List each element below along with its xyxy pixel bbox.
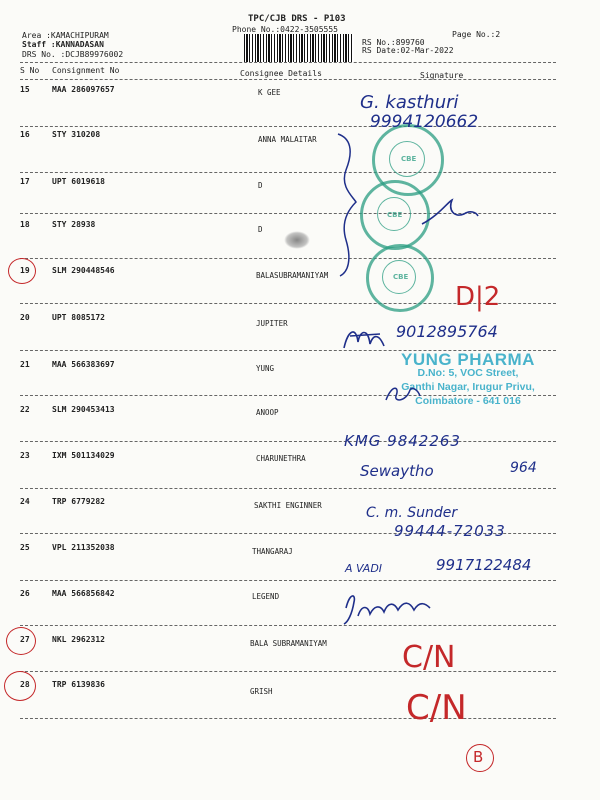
row-consignment: SLM 290453413	[52, 405, 115, 414]
row-sno: 19	[20, 266, 30, 275]
signature-mark	[340, 588, 436, 628]
row-sno: 16	[20, 130, 30, 139]
row-consignment: MAA 566856842	[52, 589, 115, 598]
rs-number: RS No.:899760	[362, 38, 425, 47]
signature-mark	[382, 380, 422, 406]
row-consignee: CHARUNETHRA	[256, 454, 306, 463]
row-consignee: THANGARAJ	[252, 547, 293, 556]
stamp-title: YUNG PHARMA	[401, 350, 535, 369]
stamp-address-line: Ganthi Nagar, Irugur Privu,	[401, 381, 535, 393]
row-divider	[20, 441, 556, 442]
round-seal-stamp: CBE	[360, 180, 430, 250]
row-consignment: UPT 8085172	[52, 313, 105, 322]
drs-number: DRS No. :DCJB89976002	[22, 50, 124, 59]
row-consignment: VPL 211352038	[52, 543, 115, 552]
row-sno: 21	[20, 360, 30, 369]
row-consignee: BALASUBRAMANIYAM	[256, 271, 329, 280]
handwritten-number: 964	[510, 460, 537, 476]
stamp-address-line: Coimbatore - 641 016	[415, 395, 521, 407]
row-sno: 20	[20, 313, 30, 322]
row-sno: 18	[20, 220, 30, 229]
row-divider	[20, 718, 556, 719]
row-consignment: TRP 6779282	[52, 497, 105, 506]
report-title: TPC/CJB DRS - P103	[248, 14, 346, 24]
row-consignee: LEGEND	[252, 592, 280, 601]
row-sno: 26	[20, 589, 30, 598]
signature-mark	[418, 196, 480, 230]
round-seal-stamp: CBE	[366, 244, 434, 312]
handwritten-name: G. kasthuri	[360, 92, 459, 113]
row-sno: 24	[20, 497, 30, 506]
col-header-sno: S No	[20, 66, 40, 75]
row-divider	[20, 580, 556, 581]
row-consignee: YUNG	[256, 364, 275, 373]
row-consignee: K GEE	[258, 88, 281, 97]
row-consignee: BALA SUBRAMANIYAM	[250, 639, 327, 648]
row-divider	[20, 671, 556, 672]
row-consignee: D	[258, 181, 263, 190]
row-consignee: GRISH	[250, 687, 273, 696]
row-consignee: ANOOP	[256, 408, 279, 417]
row-sno: 27	[20, 635, 30, 644]
row-consignment: TRP 6139836	[52, 680, 105, 689]
ink-smudge	[284, 231, 310, 249]
row-consignee: SAKTHI ENGINNER	[254, 501, 322, 510]
row-consignment: UPT 6019618	[52, 177, 105, 186]
handwritten-phone: 9994120662	[370, 112, 479, 132]
row-consignee: D	[258, 225, 263, 234]
row-consignment: NKL 2962312	[52, 635, 105, 644]
stamp-address-line: D.No: 5, VOC Street,	[417, 367, 519, 379]
row-sno: 25	[20, 543, 30, 552]
divider	[20, 79, 556, 80]
row-divider	[20, 172, 556, 173]
handwritten-name: C. m. Sunder	[366, 505, 458, 521]
row-consignment: MAA 566383697	[52, 360, 115, 369]
col-header-consignment: Consignment No	[52, 66, 120, 75]
row-consignment: STY 310208	[52, 130, 101, 139]
handwritten-page-mark: B	[473, 748, 484, 766]
handwritten-phone: 99444-72033	[394, 522, 506, 540]
round-seal-stamp: CBE	[372, 124, 444, 196]
handwritten-signature: Sewaytho	[360, 462, 434, 480]
row-sno: 28	[20, 680, 30, 689]
phone-number: Phone No.:0422-3505555	[232, 25, 338, 34]
brace-mark	[332, 130, 360, 280]
staff-label: Staff :KANNADASAN	[22, 40, 104, 49]
row-consignment: IXM 501134029	[52, 451, 115, 460]
handwritten-cn: C/N	[402, 640, 456, 675]
row-consignee: JUPITER	[256, 319, 288, 328]
row-consignment: STY 28938	[52, 220, 96, 229]
row-consignee: ANNA MALAITAR	[258, 135, 317, 144]
handwritten-phone: KMG 9842263	[344, 432, 461, 450]
handwritten-phone: 9917122484	[436, 556, 532, 574]
handwritten-d2: D|2	[455, 282, 501, 312]
row-sno: 17	[20, 177, 30, 186]
handwritten-phone: 9012895764	[396, 322, 498, 341]
col-header-signature: Signature	[420, 71, 464, 80]
rs-date: RS Date:02-Mar-2022	[362, 46, 454, 55]
red-circle-mark	[466, 744, 494, 772]
barcode	[244, 34, 354, 62]
area-label: Area :KAMACHIPURAM	[22, 31, 109, 40]
col-header-consignee: Consignee Details	[240, 69, 322, 78]
handwritten-place: A VADI	[345, 562, 383, 575]
row-divider	[20, 258, 556, 259]
row-divider	[20, 625, 556, 626]
row-sno: 15	[20, 85, 30, 94]
divider	[20, 62, 556, 63]
page-number: Page No.:2	[452, 30, 501, 39]
handwritten-cn: C/N	[406, 688, 467, 728]
row-divider	[20, 488, 556, 489]
row-consignment: SLM 290448546	[52, 266, 115, 275]
row-sno: 22	[20, 405, 30, 414]
row-consignment: MAA 286097657	[52, 85, 115, 94]
row-sno: 23	[20, 451, 30, 460]
